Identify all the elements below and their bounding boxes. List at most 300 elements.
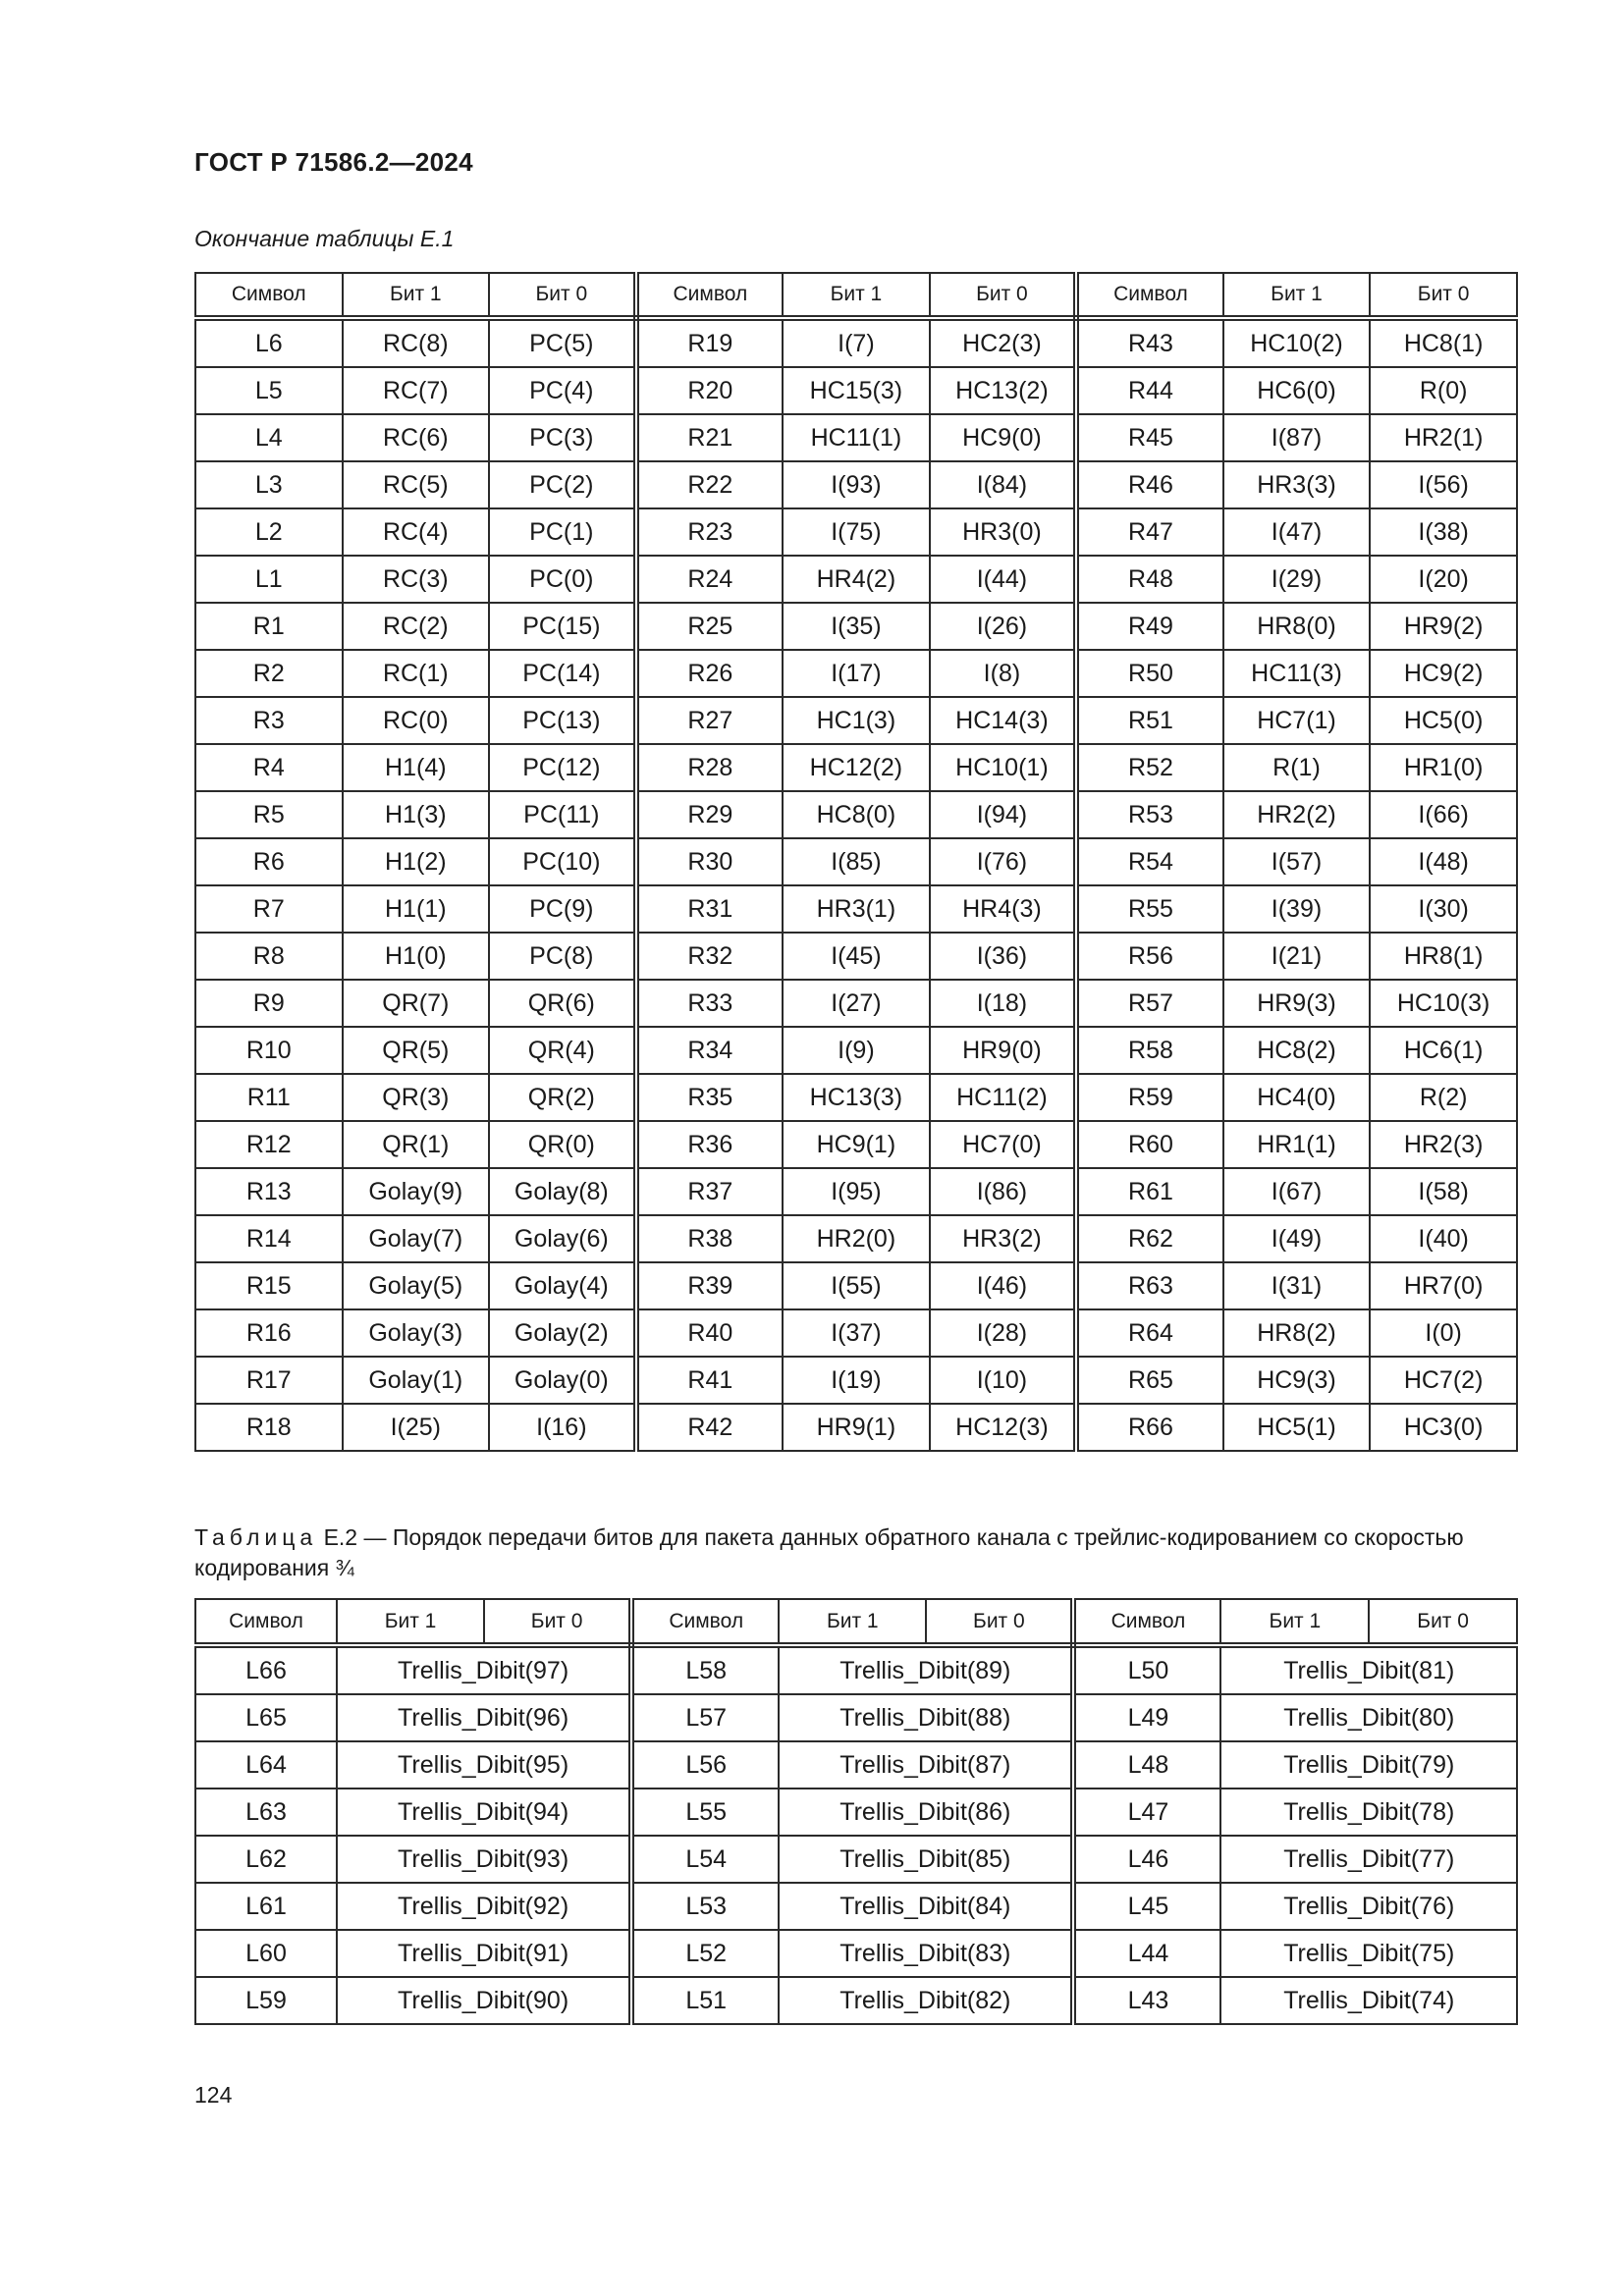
table-cell: I(40) bbox=[1370, 1215, 1517, 1262]
table-cell: I(8) bbox=[930, 650, 1077, 697]
table-cell: Trellis_Dibit(94) bbox=[337, 1789, 631, 1836]
table-cell: R45 bbox=[1076, 414, 1223, 461]
column-header: Бит 0 bbox=[484, 1599, 631, 1645]
table-cell: Trellis_Dibit(84) bbox=[779, 1883, 1073, 1930]
table-cell: I(56) bbox=[1370, 461, 1517, 508]
table-cell: R30 bbox=[636, 838, 784, 885]
table-cell: R25 bbox=[636, 603, 784, 650]
table-cell: R5 bbox=[195, 791, 343, 838]
document-title: ГОСТ Р 71586.2—2024 bbox=[194, 147, 473, 177]
table-cell: I(87) bbox=[1223, 414, 1371, 461]
column-header: Бит 0 bbox=[489, 273, 636, 318]
table-cell: R31 bbox=[636, 885, 784, 933]
table-cell: L57 bbox=[631, 1694, 779, 1741]
table-cell: Trellis_Dibit(80) bbox=[1220, 1694, 1517, 1741]
table-cell: I(76) bbox=[930, 838, 1077, 885]
table-cell: HC3(0) bbox=[1370, 1404, 1517, 1451]
table-cell: I(58) bbox=[1370, 1168, 1517, 1215]
table-cell: L2 bbox=[195, 508, 343, 556]
table-cell: HR3(1) bbox=[783, 885, 930, 933]
column-header: Бит 1 bbox=[783, 273, 930, 318]
table-cell: Golay(7) bbox=[343, 1215, 490, 1262]
column-header: Символ bbox=[195, 273, 343, 318]
table-cell: RC(5) bbox=[343, 461, 490, 508]
table-cell: Trellis_Dibit(88) bbox=[779, 1694, 1073, 1741]
table-row bbox=[195, 1215, 1517, 1262]
table-cell: QR(6) bbox=[489, 980, 636, 1027]
table-cell: L58 bbox=[631, 1645, 779, 1694]
table-cell: I(7) bbox=[783, 318, 930, 367]
table-cell: HR4(2) bbox=[783, 556, 930, 603]
table-cell: L4 bbox=[195, 414, 343, 461]
table-cell: R38 bbox=[636, 1215, 784, 1262]
table-cell: H1(1) bbox=[343, 885, 490, 933]
table-cell: L50 bbox=[1073, 1645, 1220, 1694]
column-header: Бит 1 bbox=[1223, 273, 1371, 318]
table-cell: RC(7) bbox=[343, 367, 490, 414]
table-cell: R28 bbox=[636, 744, 784, 791]
table-e1 bbox=[194, 272, 1518, 1452]
table-e2-caption-text: Е.2 — Порядок передачи битов для пакета данных обратного канала с трейлис-кодированием со скоростью кодирования ¾ bbox=[194, 1524, 1464, 1580]
table-cell: R66 bbox=[1076, 1404, 1223, 1451]
table-cell: L60 bbox=[195, 1930, 337, 1977]
table-cell: L56 bbox=[631, 1741, 779, 1789]
table-cell: HR2(0) bbox=[783, 1215, 930, 1262]
table-cell: R59 bbox=[1076, 1074, 1223, 1121]
table-row bbox=[195, 1074, 1517, 1121]
table-cell: QR(4) bbox=[489, 1027, 636, 1074]
table-cell: RC(8) bbox=[343, 318, 490, 367]
table-cell: I(66) bbox=[1370, 791, 1517, 838]
table-cell: PC(14) bbox=[489, 650, 636, 697]
column-header: Символ bbox=[195, 1599, 337, 1645]
table-cell: HC12(2) bbox=[783, 744, 930, 791]
table-row bbox=[195, 1168, 1517, 1215]
table-cell: RC(0) bbox=[343, 697, 490, 744]
table-cell: R47 bbox=[1076, 508, 1223, 556]
table-cell: HC6(1) bbox=[1370, 1027, 1517, 1074]
table-cell: PC(11) bbox=[489, 791, 636, 838]
table-cell: L62 bbox=[195, 1836, 337, 1883]
table-cell: L55 bbox=[631, 1789, 779, 1836]
table-cell: R16 bbox=[195, 1309, 343, 1357]
table-cell: L48 bbox=[1073, 1741, 1220, 1789]
table-row bbox=[195, 838, 1517, 885]
table-row bbox=[195, 318, 1517, 367]
table-cell: I(0) bbox=[1370, 1309, 1517, 1357]
table-cell: HC8(0) bbox=[783, 791, 930, 838]
table-cell: QR(3) bbox=[343, 1074, 490, 1121]
table-cell: L47 bbox=[1073, 1789, 1220, 1836]
table-cell: I(95) bbox=[783, 1168, 930, 1215]
table-cell: L51 bbox=[631, 1977, 779, 2024]
table-cell: PC(13) bbox=[489, 697, 636, 744]
table-e1-header-row bbox=[195, 273, 1517, 318]
table-row bbox=[195, 697, 1517, 744]
table-cell: R(2) bbox=[1370, 1074, 1517, 1121]
table-cell: HC6(0) bbox=[1223, 367, 1371, 414]
table-cell: HR7(0) bbox=[1370, 1262, 1517, 1309]
table-cell: RC(4) bbox=[343, 508, 490, 556]
table-cell: R55 bbox=[1076, 885, 1223, 933]
table-cell: R51 bbox=[1076, 697, 1223, 744]
table-cell: I(35) bbox=[783, 603, 930, 650]
table-cell: R35 bbox=[636, 1074, 784, 1121]
table-cell: I(17) bbox=[783, 650, 930, 697]
table-cell: Trellis_Dibit(85) bbox=[779, 1836, 1073, 1883]
table-cell: L63 bbox=[195, 1789, 337, 1836]
table-row bbox=[195, 1262, 1517, 1309]
table-cell: R23 bbox=[636, 508, 784, 556]
table-row bbox=[195, 885, 1517, 933]
table-cell: QR(5) bbox=[343, 1027, 490, 1074]
table-cell: HC1(3) bbox=[783, 697, 930, 744]
table-row bbox=[195, 1789, 1517, 1836]
column-header: Бит 0 bbox=[930, 273, 1077, 318]
table-cell: HC2(3) bbox=[930, 318, 1077, 367]
table-cell: R46 bbox=[1076, 461, 1223, 508]
table-cell: R20 bbox=[636, 367, 784, 414]
table-cell: Trellis_Dibit(96) bbox=[337, 1694, 631, 1741]
table-cell: R40 bbox=[636, 1309, 784, 1357]
column-header: Символ bbox=[1076, 273, 1223, 318]
table-row bbox=[195, 791, 1517, 838]
table-e2 bbox=[194, 1598, 1518, 2025]
table-row bbox=[195, 508, 1517, 556]
table-cell: R17 bbox=[195, 1357, 343, 1404]
table-cell: H1(2) bbox=[343, 838, 490, 885]
table-cell: QR(0) bbox=[489, 1121, 636, 1168]
table-cell: HR9(3) bbox=[1223, 980, 1371, 1027]
table-row bbox=[195, 1694, 1517, 1741]
table-cell: PC(15) bbox=[489, 603, 636, 650]
table-cell: L46 bbox=[1073, 1836, 1220, 1883]
column-header: Бит 1 bbox=[779, 1599, 926, 1645]
table-cell: R15 bbox=[195, 1262, 343, 1309]
table-cell: HR3(0) bbox=[930, 508, 1077, 556]
table-cell: HC5(1) bbox=[1223, 1404, 1371, 1451]
table-cell: I(10) bbox=[930, 1357, 1077, 1404]
table-cell: L44 bbox=[1073, 1930, 1220, 1977]
table-cell: HC12(3) bbox=[930, 1404, 1077, 1451]
table-cell: I(67) bbox=[1223, 1168, 1371, 1215]
table-cell: HC11(3) bbox=[1223, 650, 1371, 697]
table-cell: I(27) bbox=[783, 980, 930, 1027]
table-cell: Trellis_Dibit(89) bbox=[779, 1645, 1073, 1694]
table-cell: R53 bbox=[1076, 791, 1223, 838]
table-row bbox=[195, 603, 1517, 650]
table-cell: HC7(1) bbox=[1223, 697, 1371, 744]
table-cell: R14 bbox=[195, 1215, 343, 1262]
table-cell: Trellis_Dibit(74) bbox=[1220, 1977, 1517, 2024]
table-cell: I(86) bbox=[930, 1168, 1077, 1215]
table-cell: HR1(0) bbox=[1370, 744, 1517, 791]
table-cell: PC(12) bbox=[489, 744, 636, 791]
table-cell: R49 bbox=[1076, 603, 1223, 650]
table-cell: L54 bbox=[631, 1836, 779, 1883]
table-row bbox=[195, 1121, 1517, 1168]
table-e2-caption-label: Таблица bbox=[194, 1524, 318, 1550]
table-cell: HR3(2) bbox=[930, 1215, 1077, 1262]
column-header: Бит 1 bbox=[1220, 1599, 1369, 1645]
table-cell: HR1(1) bbox=[1223, 1121, 1371, 1168]
table-cell: R36 bbox=[636, 1121, 784, 1168]
table-cell: L1 bbox=[195, 556, 343, 603]
table-cell: I(26) bbox=[930, 603, 1077, 650]
table-cell: RC(6) bbox=[343, 414, 490, 461]
table-cell: R56 bbox=[1076, 933, 1223, 980]
column-header: Бит 1 bbox=[343, 273, 490, 318]
table-cell: HC9(0) bbox=[930, 414, 1077, 461]
table-cell: HC4(0) bbox=[1223, 1074, 1371, 1121]
table-cell: Trellis_Dibit(75) bbox=[1220, 1930, 1517, 1977]
table-cell: I(36) bbox=[930, 933, 1077, 980]
table-cell: H1(4) bbox=[343, 744, 490, 791]
table-cell: HR9(2) bbox=[1370, 603, 1517, 650]
table-cell: R22 bbox=[636, 461, 784, 508]
column-header: Бит 1 bbox=[337, 1599, 484, 1645]
table-cell: Trellis_Dibit(91) bbox=[337, 1930, 631, 1977]
table-cell: HC5(0) bbox=[1370, 697, 1517, 744]
table-row bbox=[195, 1977, 1517, 2024]
table-cell: L6 bbox=[195, 318, 343, 367]
table-cell: L61 bbox=[195, 1883, 337, 1930]
table-cell: QR(7) bbox=[343, 980, 490, 1027]
column-header: Бит 0 bbox=[1370, 273, 1517, 318]
table-cell: I(47) bbox=[1223, 508, 1371, 556]
table-cell: R26 bbox=[636, 650, 784, 697]
table-cell: Golay(9) bbox=[343, 1168, 490, 1215]
table-cell: R32 bbox=[636, 933, 784, 980]
table-cell: R7 bbox=[195, 885, 343, 933]
table-cell: HC8(2) bbox=[1223, 1027, 1371, 1074]
table-cell: R3 bbox=[195, 697, 343, 744]
table-cell: L3 bbox=[195, 461, 343, 508]
table-cell: HR3(3) bbox=[1223, 461, 1371, 508]
table-cell: R58 bbox=[1076, 1027, 1223, 1074]
table-cell: RC(2) bbox=[343, 603, 490, 650]
table-cell: HC14(3) bbox=[930, 697, 1077, 744]
column-header: Символ bbox=[636, 273, 784, 318]
table-cell: I(39) bbox=[1223, 885, 1371, 933]
table-cell: R24 bbox=[636, 556, 784, 603]
table-cell: L43 bbox=[1073, 1977, 1220, 2024]
table-cell: H1(0) bbox=[343, 933, 490, 980]
table-cell: HC7(2) bbox=[1370, 1357, 1517, 1404]
table-cell: I(9) bbox=[783, 1027, 930, 1074]
table-cell: I(31) bbox=[1223, 1262, 1371, 1309]
table-cell: R48 bbox=[1076, 556, 1223, 603]
column-header: Бит 0 bbox=[1369, 1599, 1517, 1645]
table-cell: I(21) bbox=[1223, 933, 1371, 980]
table-cell: Golay(2) bbox=[489, 1309, 636, 1357]
table-row bbox=[195, 650, 1517, 697]
table-row bbox=[195, 461, 1517, 508]
table-cell: L65 bbox=[195, 1694, 337, 1741]
table-cell: R64 bbox=[1076, 1309, 1223, 1357]
table-cell: Golay(1) bbox=[343, 1357, 490, 1404]
table-cell: I(57) bbox=[1223, 838, 1371, 885]
table-cell: R44 bbox=[1076, 367, 1223, 414]
table-cell: Trellis_Dibit(81) bbox=[1220, 1645, 1517, 1694]
table-cell: HC10(3) bbox=[1370, 980, 1517, 1027]
table-cell: I(85) bbox=[783, 838, 930, 885]
table-cell: I(93) bbox=[783, 461, 930, 508]
table-cell: R(0) bbox=[1370, 367, 1517, 414]
table-cell: HC11(1) bbox=[783, 414, 930, 461]
table-row bbox=[195, 367, 1517, 414]
table-cell: Trellis_Dibit(83) bbox=[779, 1930, 1073, 1977]
table-cell: R60 bbox=[1076, 1121, 1223, 1168]
table-cell: I(25) bbox=[343, 1404, 490, 1451]
table-cell: H1(3) bbox=[343, 791, 490, 838]
table-cell: I(28) bbox=[930, 1309, 1077, 1357]
table-cell: QR(1) bbox=[343, 1121, 490, 1168]
table-cell: I(46) bbox=[930, 1262, 1077, 1309]
table-cell: PC(0) bbox=[489, 556, 636, 603]
table-cell: RC(3) bbox=[343, 556, 490, 603]
table-cell: Trellis_Dibit(90) bbox=[337, 1977, 631, 2024]
table-cell: R57 bbox=[1076, 980, 1223, 1027]
table-cell: L59 bbox=[195, 1977, 337, 2024]
table-cell: R4 bbox=[195, 744, 343, 791]
table-row bbox=[195, 1836, 1517, 1883]
column-header: Бит 0 bbox=[926, 1599, 1073, 1645]
table-cell: HC9(2) bbox=[1370, 650, 1517, 697]
table-cell: R9 bbox=[195, 980, 343, 1027]
table-cell: R2 bbox=[195, 650, 343, 697]
table-cell: L5 bbox=[195, 367, 343, 414]
table-e1-caption: Окончание таблицы Е.1 bbox=[194, 226, 455, 251]
table-cell: PC(10) bbox=[489, 838, 636, 885]
table-cell: R1 bbox=[195, 603, 343, 650]
table-cell: HR8(0) bbox=[1223, 603, 1371, 650]
table-cell: I(44) bbox=[930, 556, 1077, 603]
table-row bbox=[195, 556, 1517, 603]
table-cell: L64 bbox=[195, 1741, 337, 1789]
table-row bbox=[195, 1357, 1517, 1404]
table-cell: HC8(1) bbox=[1370, 318, 1517, 367]
table-cell: R12 bbox=[195, 1121, 343, 1168]
table-cell: HC13(2) bbox=[930, 367, 1077, 414]
table-cell: Trellis_Dibit(97) bbox=[337, 1645, 631, 1694]
table-cell: R41 bbox=[636, 1357, 784, 1404]
table-cell: QR(2) bbox=[489, 1074, 636, 1121]
table-cell: HC15(3) bbox=[783, 367, 930, 414]
table-cell: Trellis_Dibit(78) bbox=[1220, 1789, 1517, 1836]
table-cell: Trellis_Dibit(77) bbox=[1220, 1836, 1517, 1883]
table-cell: I(55) bbox=[783, 1262, 930, 1309]
table-cell: Trellis_Dibit(79) bbox=[1220, 1741, 1517, 1789]
table-cell: HR4(3) bbox=[930, 885, 1077, 933]
table-cell: R6 bbox=[195, 838, 343, 885]
table-cell: I(45) bbox=[783, 933, 930, 980]
table-cell: Golay(6) bbox=[489, 1215, 636, 1262]
table-cell: Golay(0) bbox=[489, 1357, 636, 1404]
table-cell: L45 bbox=[1073, 1883, 1220, 1930]
table-cell: R65 bbox=[1076, 1357, 1223, 1404]
table-cell: I(19) bbox=[783, 1357, 930, 1404]
table-cell: Trellis_Dibit(87) bbox=[779, 1741, 1073, 1789]
table-cell: Trellis_Dibit(92) bbox=[337, 1883, 631, 1930]
table-cell: Golay(3) bbox=[343, 1309, 490, 1357]
table-cell: HC9(3) bbox=[1223, 1357, 1371, 1404]
table-row bbox=[195, 1027, 1517, 1074]
table-cell: PC(1) bbox=[489, 508, 636, 556]
table-cell: PC(9) bbox=[489, 885, 636, 933]
table-cell: I(48) bbox=[1370, 838, 1517, 885]
table-cell: Trellis_Dibit(76) bbox=[1220, 1883, 1517, 1930]
table-cell: R54 bbox=[1076, 838, 1223, 885]
table-cell: R18 bbox=[195, 1404, 343, 1451]
table-cell: R50 bbox=[1076, 650, 1223, 697]
table-row bbox=[195, 980, 1517, 1027]
table-cell: R61 bbox=[1076, 1168, 1223, 1215]
table-cell: L52 bbox=[631, 1930, 779, 1977]
table-cell: R29 bbox=[636, 791, 784, 838]
table-row bbox=[195, 744, 1517, 791]
table-cell: L49 bbox=[1073, 1694, 1220, 1741]
table-cell: R62 bbox=[1076, 1215, 1223, 1262]
table-cell: HR9(1) bbox=[783, 1404, 930, 1451]
table-cell: I(84) bbox=[930, 461, 1077, 508]
table-cell: HC7(0) bbox=[930, 1121, 1077, 1168]
table-cell: PC(8) bbox=[489, 933, 636, 980]
table-cell: Golay(4) bbox=[489, 1262, 636, 1309]
table-cell: HR2(3) bbox=[1370, 1121, 1517, 1168]
table-cell: HR8(1) bbox=[1370, 933, 1517, 980]
table-cell: I(30) bbox=[1370, 885, 1517, 933]
table-cell: R39 bbox=[636, 1262, 784, 1309]
table-cell: PC(2) bbox=[489, 461, 636, 508]
table-row bbox=[195, 1645, 1517, 1694]
table-cell: Golay(5) bbox=[343, 1262, 490, 1309]
table-cell: Trellis_Dibit(82) bbox=[779, 1977, 1073, 2024]
table-cell: I(18) bbox=[930, 980, 1077, 1027]
table-cell: R63 bbox=[1076, 1262, 1223, 1309]
table-row bbox=[195, 1404, 1517, 1451]
table-cell: HR2(2) bbox=[1223, 791, 1371, 838]
table-cell: R33 bbox=[636, 980, 784, 1027]
table-row bbox=[195, 933, 1517, 980]
table-cell: R37 bbox=[636, 1168, 784, 1215]
table-cell: R13 bbox=[195, 1168, 343, 1215]
table-row bbox=[195, 1309, 1517, 1357]
table-cell: R43 bbox=[1076, 318, 1223, 367]
table-cell: L66 bbox=[195, 1645, 337, 1694]
page-number: 124 bbox=[194, 2082, 233, 2108]
table-cell: L53 bbox=[631, 1883, 779, 1930]
table-e2-caption bbox=[194, 1522, 1518, 1583]
table-cell: R8 bbox=[195, 933, 343, 980]
table-cell: PC(5) bbox=[489, 318, 636, 367]
column-header: Символ bbox=[631, 1599, 779, 1645]
table-cell: I(29) bbox=[1223, 556, 1371, 603]
table-cell: R19 bbox=[636, 318, 784, 367]
table-cell: R52 bbox=[1076, 744, 1223, 791]
table-cell: R42 bbox=[636, 1404, 784, 1451]
table-cell: HR2(1) bbox=[1370, 414, 1517, 461]
table-cell: I(16) bbox=[489, 1404, 636, 1451]
column-header: Символ bbox=[1073, 1599, 1220, 1645]
table-cell: I(38) bbox=[1370, 508, 1517, 556]
table-row bbox=[195, 1883, 1517, 1930]
table-e2-header-row bbox=[195, 1599, 1517, 1645]
table-cell: R10 bbox=[195, 1027, 343, 1074]
table-cell: Trellis_Dibit(86) bbox=[779, 1789, 1073, 1836]
table-cell: Trellis_Dibit(95) bbox=[337, 1741, 631, 1789]
table-cell: HR8(2) bbox=[1223, 1309, 1371, 1357]
